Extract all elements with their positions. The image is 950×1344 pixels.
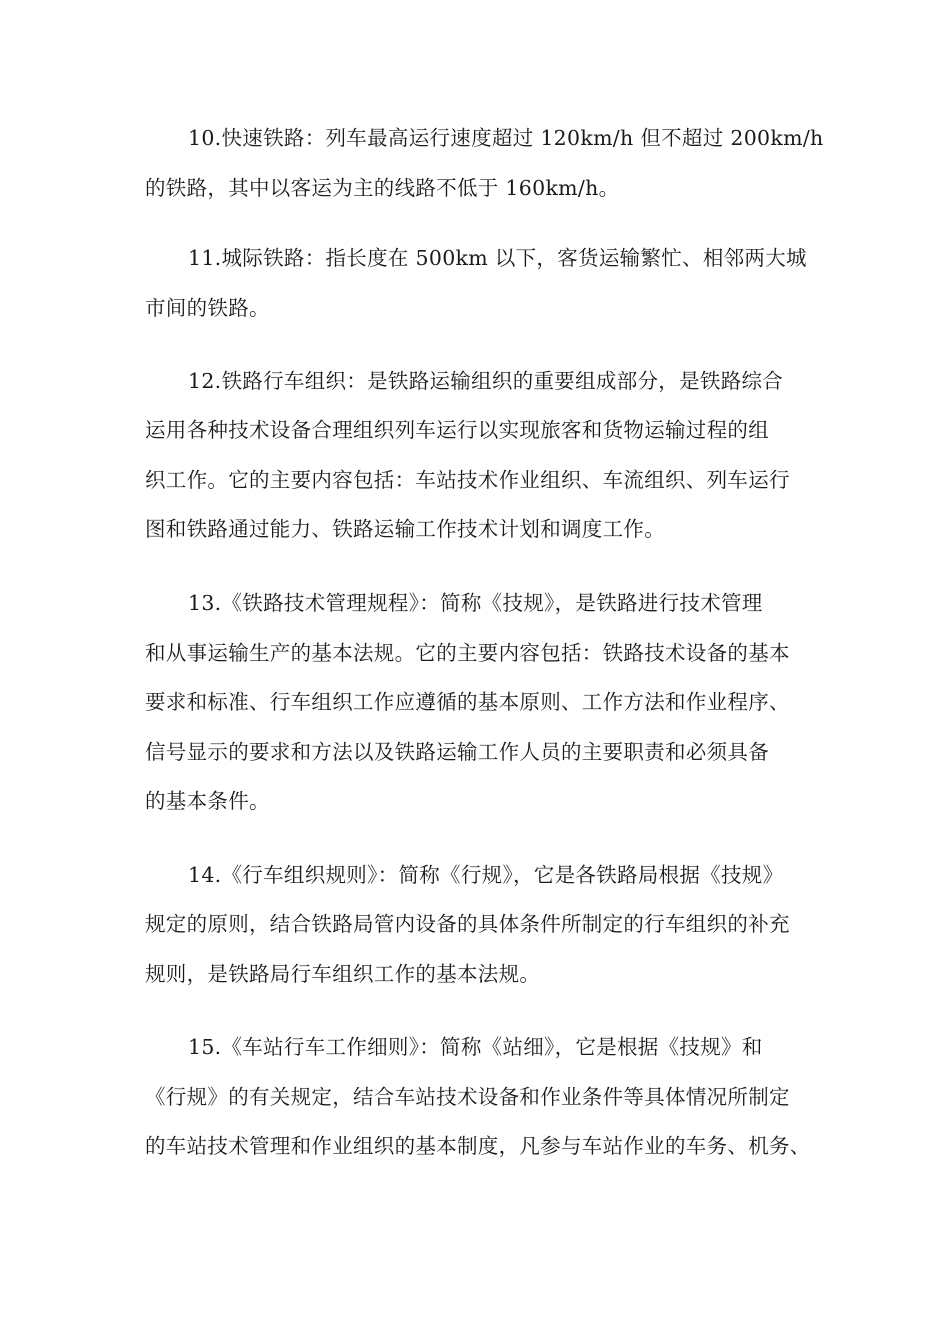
paragraph-line: 规定的原则，结合铁路局管内设备的具体条件所制定的行车组织的补充 (145, 912, 790, 936)
paragraph-line: 织工作。它的主要内容包括：车站技术作业组织、车流组织、列车运行 (145, 468, 790, 492)
paragraph-line: 市间的铁路。 (145, 296, 270, 320)
paragraph-line: 10.快速铁路：列车最高运行速度超过 120km/h 但不超过 200km/h (188, 126, 824, 150)
paragraph-line: 11.城际铁路：指长度在 500km 以下，客货运输繁忙、相邻两大城 (188, 246, 807, 270)
paragraph-line: 和从事运输生产的基本法规。它的主要内容包括：铁路技术设备的基本 (145, 641, 790, 665)
paragraph-line: 的铁路，其中以客运为主的线路不低于 160km/h。 (145, 176, 620, 200)
paragraph-line: 的车站技术管理和作业组织的基本制度，凡参与车站作业的车务、机务、 (145, 1134, 811, 1158)
paragraph-line: 规则，是铁路局行车组织工作的基本法规。 (145, 962, 541, 986)
paragraph-line: 14.《行车组织规则》：简称《行规》，它是各铁路局根据《技规》 (188, 863, 784, 887)
paragraph-line: 15.《车站行车工作细则》：简称《站细》，它是根据《技规》和 (188, 1035, 763, 1059)
paragraph-line: 的基本条件。 (145, 789, 270, 813)
paragraph-line: 要求和标准、行车组织工作应遵循的基本原则、工作方法和作业程序、 (145, 690, 790, 714)
paragraph-line: 13.《铁路技术管理规程》：简称《技规》，是铁路进行技术管理 (188, 591, 763, 615)
paragraph-line: 《行规》的有关规定，结合车站技术设备和作业条件等具体情况所制定 (145, 1085, 790, 1109)
paragraph-line: 信号显示的要求和方法以及铁路运输工作人员的主要职责和必须具备 (145, 740, 769, 764)
paragraph-line: 12.铁路行车组织：是铁路运输组织的重要组成部分，是铁路综合 (188, 369, 784, 393)
paragraph-line: 运用各种技术设备合理组织列车运行以实现旅客和货物运输过程的组 (145, 418, 769, 442)
paragraph-line: 图和铁路通过能力、铁路运输工作技术计划和调度工作。 (145, 517, 665, 541)
